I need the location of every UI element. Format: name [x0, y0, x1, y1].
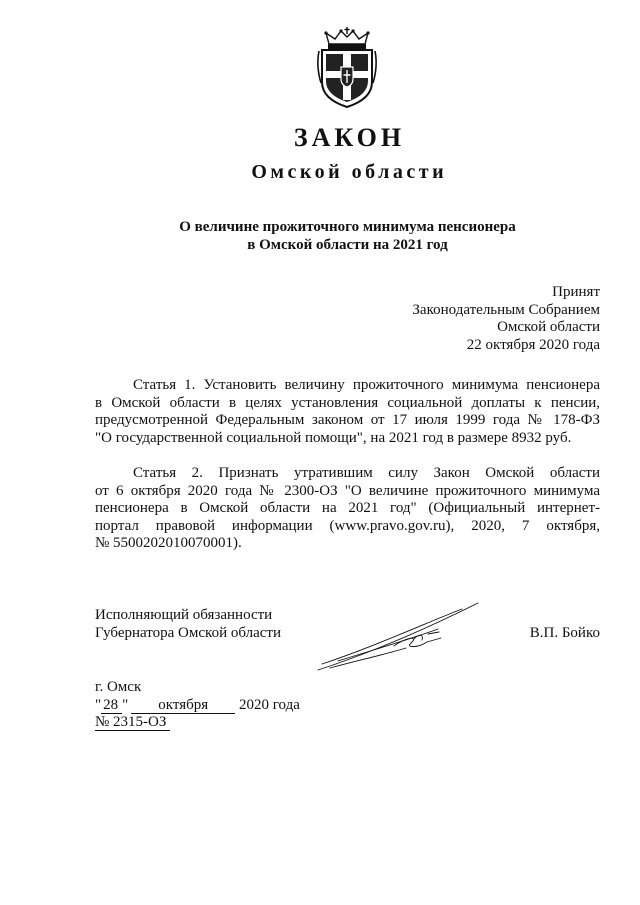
- bill-title: [95, 219, 600, 254]
- adoption-line: Законодательным Собранием: [412, 301, 600, 318]
- adoption-line: Омской области: [497, 319, 600, 336]
- bill-title-line: О величине прожиточного минимума пенсионера: [179, 219, 516, 235]
- article-line: № 5500202010070001).: [95, 535, 242, 552]
- article-line: предусмотренной Федеральным законом от 17 июля 1999 года № 178-ФЗ: [95, 412, 600, 429]
- bill-title-line: в Омской области на 2021 год: [247, 236, 448, 253]
- law-title: ЗАКОН: [293, 123, 406, 152]
- adoption-line: Принят: [552, 284, 600, 300]
- article-line: Статья 1. Установить величину прожиточного минимума пенсионера: [133, 377, 600, 393]
- article-2: [95, 465, 600, 553]
- adoption-date: 22 октября 2020 года: [466, 336, 600, 353]
- date-close-quote: ": [122, 696, 129, 713]
- coat-of-arms-icon: [315, 27, 379, 109]
- article-line: в Омской области в целях установления социальной доплаты к пенсии,: [95, 394, 600, 411]
- signatory-name: В.П. Бойко: [529, 625, 600, 641]
- signatory-position-line: Исполняющий обязанности: [95, 607, 273, 623]
- signatory-position-line: Губернатора Омской области: [95, 624, 281, 641]
- article-line: от 6 октября 2020 года № 2300-ОЗ "О величине прожиточного минимума: [95, 482, 600, 499]
- article-line: "О государственной социальной помощи", на 2021 год в размере 8932 руб.: [95, 429, 572, 446]
- date-month: октября: [131, 698, 235, 714]
- date-year: 2020 года: [239, 696, 300, 713]
- article-1: [95, 377, 600, 447]
- adoption-block: [95, 284, 600, 354]
- law-number-row: [95, 714, 600, 732]
- article-line: портал правовой информации (www.pravo.gov.ru), 2020, 7 октября,: [95, 517, 600, 534]
- article-line: Статья 2. Признать утратившим силу Закон Омской области: [133, 465, 600, 481]
- article-line: пенсионера в Омской области на 2021 год" (Официальный интернет-: [95, 500, 600, 517]
- signing-place: г. Омск: [95, 679, 142, 695]
- signing-date: [95, 697, 600, 715]
- law-region: Омской области: [251, 161, 448, 183]
- law-number: № 2315-ОЗ: [95, 715, 170, 731]
- handwritten-signature: [310, 598, 490, 676]
- signing-details: [95, 679, 600, 732]
- date-open-quote: ": [95, 696, 102, 713]
- date-day: 28: [101, 698, 122, 714]
